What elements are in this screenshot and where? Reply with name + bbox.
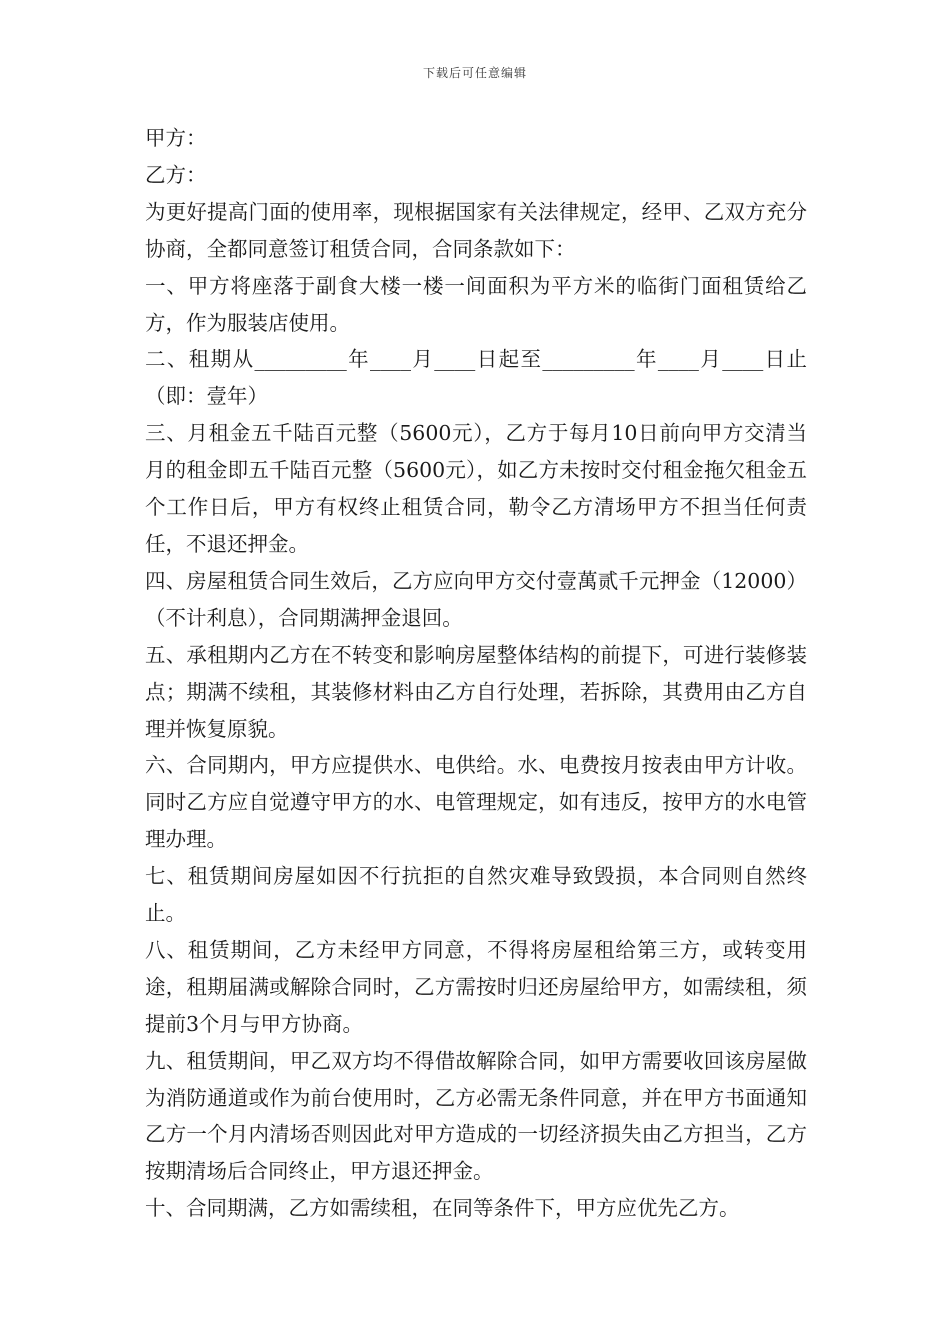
clause-6: 六、合同期内，甲方应提供水、电供给。水、电费按月按表由甲方计收。同时乙方应自觉遵守甲方的水、电管理规定，如有违反，按甲方的水电管理办理。 — [145, 753, 807, 852]
clause-4: 四、房屋租赁合同生效后，乙方应向甲方交付壹萬贰千元押金（12000）（不计利息），合同期满押金退回。 — [145, 568, 807, 630]
clause-10: 十、合同期满，乙方如需续租，在同等条件下，甲方应优先乙方。 — [145, 1196, 740, 1221]
contract-body — [145, 120, 807, 1227]
clause-7: 七、租赁期间房屋如因不行抗拒的自然灾难导致毁损，本合同则自然终止。 — [145, 864, 807, 926]
clause-8: 八、租赁期间，乙方未经甲方同意，不得将房屋租给第三方，或转变用途，租期届满或解除合同时，乙方需按时归还房屋给甲方，如需续租，须提前3个月与甲方协商。 — [145, 937, 807, 1036]
party-b-line: 乙方： — [145, 162, 207, 187]
clause-5: 五、承租期内乙方在不转变和影响房屋整体结构的前提下，可进行装修装点；期满不续租，其装修材料由乙方自行处理，若拆除，其费用由乙方自理并恢复原貌。 — [145, 642, 807, 741]
header-note: 下载后可任意编辑 — [422, 66, 527, 80]
clause-1: 一、甲方将座落于副食大楼一楼一间面积为平方米的临街门面租赁给乙方，作为服装店使用。 — [145, 273, 807, 335]
clause-3: 三、月租金五千陆百元整（5600元），乙方于每月10日前向甲方交清当月的租金即五千陆百元整（5600元），如乙方未按时交付租金拖欠租金五个工作日后，甲方有权终止租赁合同，勒令乙方清场甲方不担当任何责任，不退还押金。 — [145, 421, 807, 556]
intro-paragraph: 为更好提高门面的使用率，现根据国家有关法律规定，经甲、乙双方充分协商，全都同意签订租赁合同，合同条款如下： — [145, 199, 807, 261]
party-a-line: 甲方： — [145, 126, 207, 150]
clause-9: 九、租赁期间，甲乙双方均不得借故解除合同，如甲方需要收回该房屋做为消防通道或作为前台使用时，乙方必需无条件同意，并在甲方书面通知乙方一个月内清场否则因此对甲方造成的一切经济损失由乙方担当，乙方按期清场后合同终止，甲方退还押金。 — [145, 1048, 807, 1184]
clause-2: 二、租期从_________年____月____日起至_________年____月____日止（即：壹年） — [145, 347, 807, 409]
